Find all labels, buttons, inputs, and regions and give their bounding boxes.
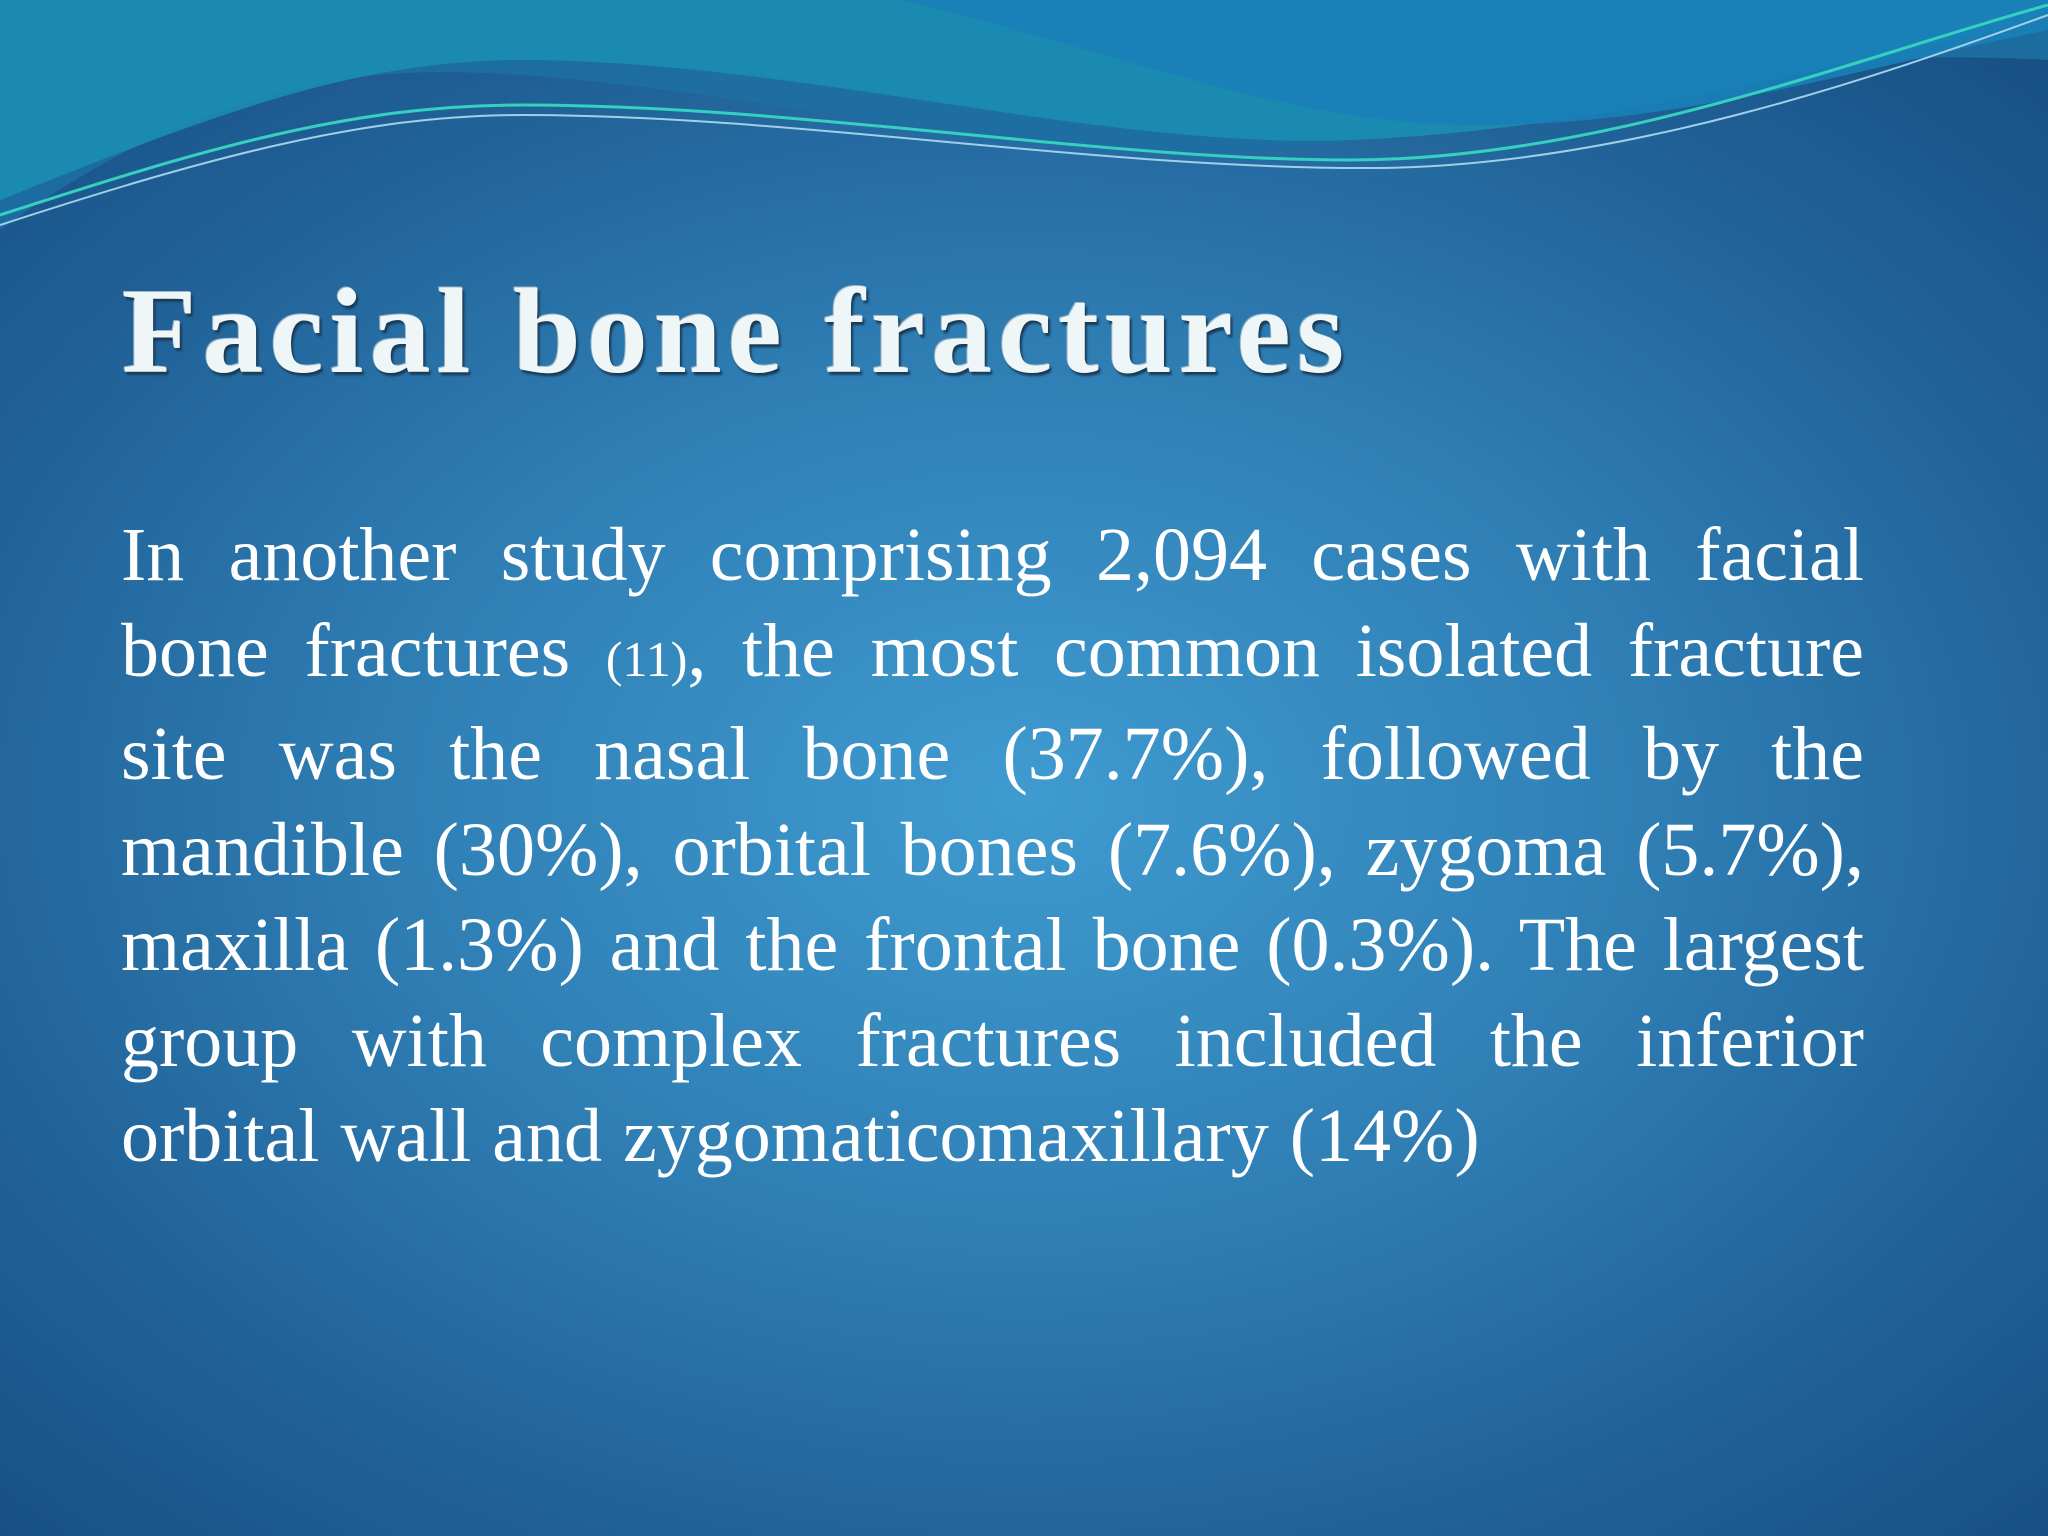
citation-reference: (11) (605, 630, 688, 687)
decorative-wave-banner (0, 0, 2048, 260)
body-text-part-2: , the most common isolated fracture site was the nasal bone (37.7%), followed by the mandible (30%), orbital bones (7.6%), zygoma (5.7%), maxilla (1.3%) and the frontal bone (0.3%). The largest group with complex fractures included the inferior orbital wall and zygomaticomaxillary (14%) (121, 608, 1864, 1178)
slide-body-text (121, 508, 1864, 1185)
body-text-part-1: In another study comprising 2,094 cases with facial bone fractures (121, 513, 1864, 693)
slide-title: Facial bone fractures (122, 264, 1351, 399)
